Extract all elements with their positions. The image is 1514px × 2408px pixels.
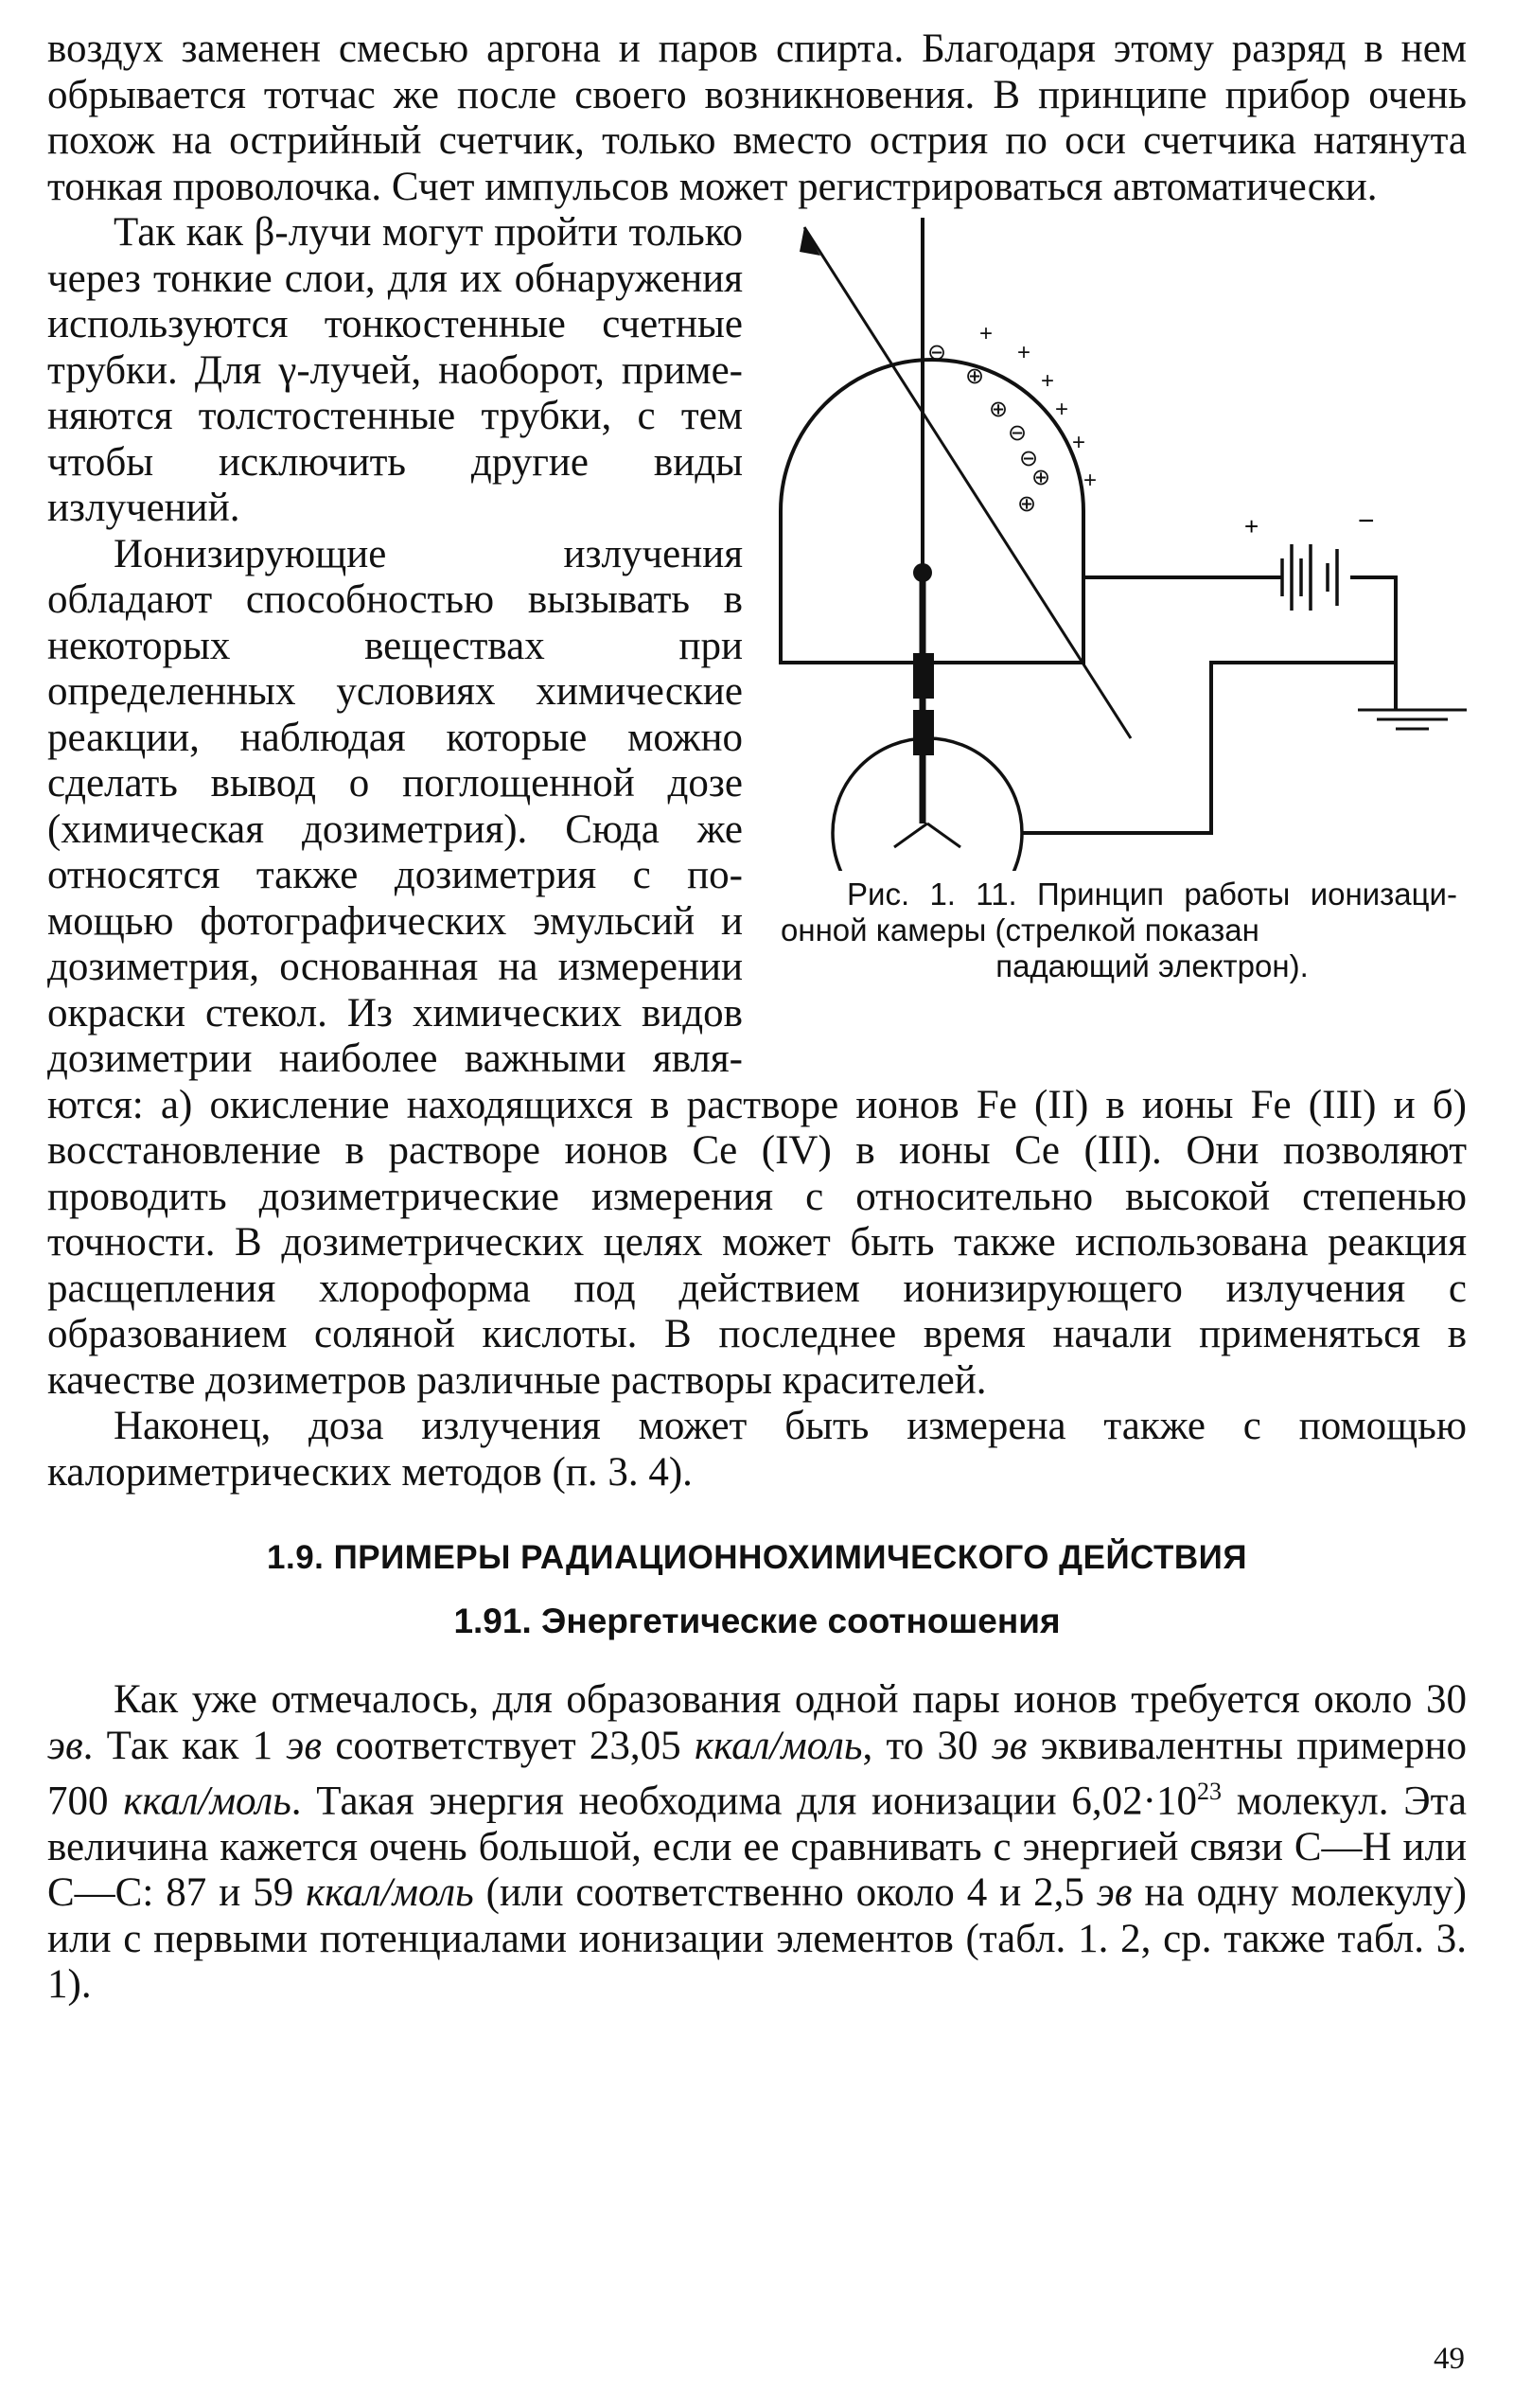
page-body bbox=[47, 27, 1467, 2009]
ion-glyph: ⊕ bbox=[989, 397, 1009, 422]
text-run: . Такая энергия необходима для ионизации 6,02·10 bbox=[290, 1779, 1197, 1824]
text-run: молекул. Эта величина кажется очень большой, если ее сравнивать с энергией связи C—H или C—C: 87 и 59 bbox=[47, 1779, 1468, 1916]
ion-glyph: ⊖ bbox=[1008, 420, 1028, 446]
exponent: 23 bbox=[1196, 1778, 1222, 1805]
text-run: на одну молекулу) или с первыми потенциалами ионизации элементов (табл. 1. 2, ср. также табл. 3. 1). bbox=[47, 1870, 1467, 2008]
subsection-number: 1.91. bbox=[453, 1602, 532, 1640]
unit: эв bbox=[47, 1723, 83, 1768]
electrode-insulator-top bbox=[913, 653, 934, 699]
page-number: 49 bbox=[1434, 2342, 1465, 2376]
ion-glyph: ⊕ bbox=[965, 363, 985, 389]
ion-glyph: ⊖ bbox=[1019, 446, 1039, 471]
ion-glyph: ⊖ bbox=[927, 340, 947, 365]
unit: эв bbox=[286, 1723, 323, 1768]
text-run: , то 30 bbox=[862, 1723, 992, 1768]
chamber-charge-mark: + bbox=[1041, 368, 1055, 394]
figure-caption bbox=[781, 876, 1457, 984]
chamber-charge-mark: + bbox=[1055, 397, 1069, 422]
battery-minus-label: − bbox=[1358, 505, 1375, 537]
figure-caption-line-1: Рис. 1. 11. Принцип работы ионизационной камеры (стрелкой показан bbox=[781, 876, 1457, 947]
ground-symbol bbox=[1358, 710, 1467, 729]
electrode-tip bbox=[913, 563, 932, 582]
ion-glyph: ⊕ bbox=[1017, 491, 1037, 517]
subsection-title: Энергетические соотношения bbox=[541, 1602, 1061, 1640]
electrometer-leaves bbox=[894, 823, 960, 847]
chamber-charge-mark: + bbox=[1017, 340, 1031, 365]
wire-battery bbox=[1350, 577, 1396, 710]
chamber-charge-mark: + bbox=[1072, 430, 1086, 455]
battery-plus-label: + bbox=[1244, 512, 1259, 540]
section-title: ПРИМЕРЫ РАДИАЦИОННОХИМИЧЕСКОГО ДЕЙСТВИЯ bbox=[333, 1539, 1247, 1576]
unit: эв bbox=[991, 1723, 1028, 1768]
unit: ккал/моль bbox=[694, 1723, 863, 1768]
subsection-heading bbox=[47, 1602, 1467, 1641]
unit: ккал/моль bbox=[306, 1870, 474, 1916]
paragraph-1: воздух заменен смесью аргона и паров спирта. Благодаря этому разряд в нем обрывается тотчас же после своего возникновения. В принципе прибор очень похож на острийный счетчик, только вместо острия по оси счетчика натянута тонкая проволочка. Счет импульсов может регистрироваться автоматически. bbox=[47, 27, 1467, 209]
text-run: соответствует 23,05 bbox=[322, 1723, 695, 1768]
ion-glyph: ⊕ bbox=[1031, 465, 1051, 490]
figure-caption-line-2: падающий электрон). bbox=[995, 948, 1309, 983]
text-run: . Так как 1 bbox=[82, 1723, 287, 1768]
electron-arrow-head bbox=[800, 227, 820, 256]
text-run: Как уже отмечалось, для образования одной пары ионов требуется около 30 bbox=[114, 1677, 1467, 1722]
chamber-dome bbox=[781, 360, 1086, 663]
unit: ккал/моль bbox=[123, 1779, 291, 1824]
chamber-charge-mark: + bbox=[1083, 468, 1098, 493]
wire-electrometer bbox=[1022, 663, 1396, 833]
paragraph-3: Ионизирующие излучения обладают способностью вызывать в некоторых веществах при определенных условиях химические реакции, наблюдая которые можно сделать вывод о поглощенной дозе (химическая дозиметрия). Сюда же относятся также дозиметрия с помощью фотографических эмульсий и дозиметрия, основанная на измерении окраски стекол. Из химических видов дозиметрии наиболее важными являются: а) окисление находящихся в растворе ионов Fe (II) в ионы Fe (III) и б) восстановление в растворе ионов Ce (IV) в ионы Ce (III). Они позволяют проводить дозиметрические измерения с относительно высокой степенью точности. В дозиметрических целях может быть также использована реакция расщепления хлороформа под действием ионизирующего излучения с образованием соляной кислоты. В последнее время начали применяться в качестве дозиметров различные растворы красителей. bbox=[47, 531, 1467, 1403]
battery bbox=[1282, 544, 1337, 611]
paragraph-2-text: Так как β-лучи могут пройти только через тонкие слои, для их обнаружения используются тонкостенные счетные трубки. Для γ-лучей, наоборот, применяются толстостенные трубки, с тем чтобы исключить другие виды излучений. bbox=[47, 210, 743, 530]
ionization-chamber-diagram bbox=[771, 218, 1467, 871]
section-number: 1.9. bbox=[267, 1539, 325, 1576]
chamber-charge-mark: + bbox=[979, 321, 994, 346]
unit: эв bbox=[1096, 1870, 1133, 1916]
electrode-insulator-bottom bbox=[913, 710, 934, 755]
text-run: эквивалентны примерно 700 bbox=[47, 1723, 1467, 1824]
text-run: (или соответственно около 4 и 2,5 bbox=[473, 1870, 1097, 1916]
paragraph-5 bbox=[47, 1677, 1467, 2009]
electrometer bbox=[833, 738, 1022, 871]
section-heading bbox=[47, 1539, 1467, 1577]
figure-ionization-chamber bbox=[771, 218, 1467, 1079]
paragraph-4: Наконец, доза излучения может быть измерена также с помощью калориметрических методов (п. 3. 4). bbox=[47, 1404, 1467, 1495]
